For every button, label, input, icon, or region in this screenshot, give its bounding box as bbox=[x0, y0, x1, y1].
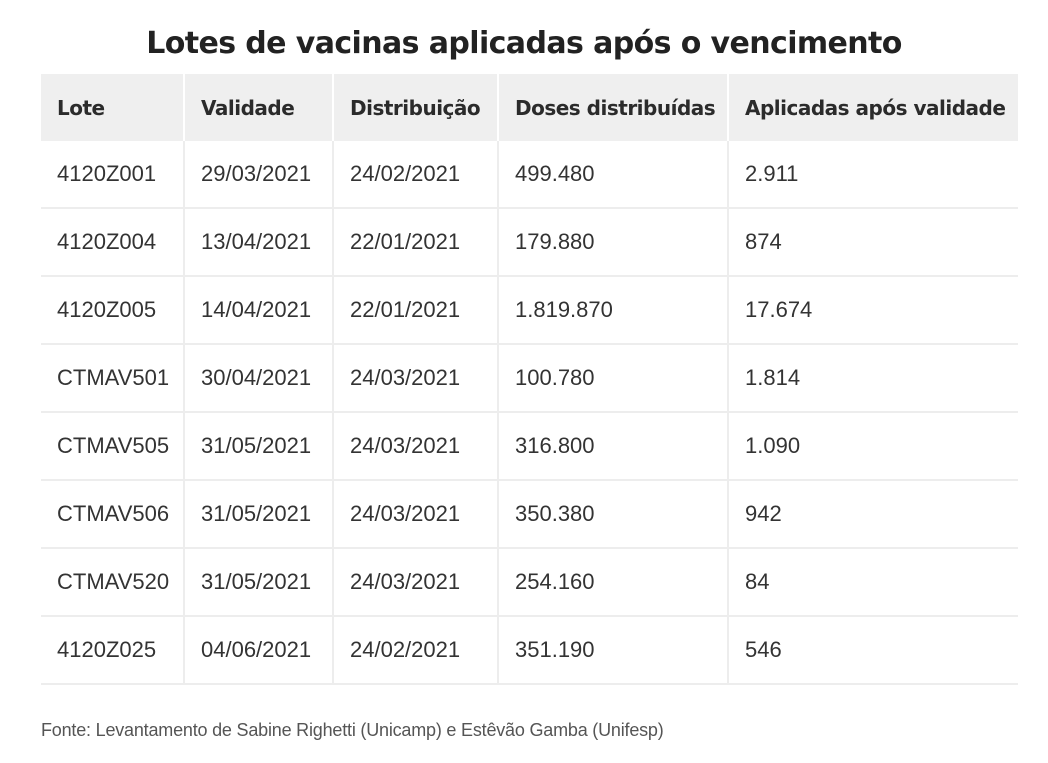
cell-lote: 4120Z004 bbox=[41, 208, 184, 276]
cell-distribuicao: 24/03/2021 bbox=[333, 344, 498, 412]
cell-doses: 350.380 bbox=[498, 480, 728, 548]
cell-lote: CTMAV505 bbox=[41, 412, 184, 480]
cell-distribuicao: 22/01/2021 bbox=[333, 276, 498, 344]
header-validade: Validade bbox=[184, 74, 333, 141]
cell-lote: CTMAV520 bbox=[41, 548, 184, 616]
table-header bbox=[41, 74, 1018, 141]
cell-aplicadas: 84 bbox=[728, 548, 1018, 616]
header-row bbox=[41, 74, 1018, 141]
cell-aplicadas: 1.814 bbox=[728, 344, 1018, 412]
cell-distribuicao: 24/02/2021 bbox=[333, 141, 498, 208]
cell-lote: 4120Z025 bbox=[41, 616, 184, 684]
cell-lote: CTMAV506 bbox=[41, 480, 184, 548]
cell-validade: 13/04/2021 bbox=[184, 208, 333, 276]
cell-validade: 29/03/2021 bbox=[184, 141, 333, 208]
cell-aplicadas: 546 bbox=[728, 616, 1018, 684]
cell-distribuicao: 24/03/2021 bbox=[333, 412, 498, 480]
cell-lote: 4120Z005 bbox=[41, 276, 184, 344]
header-doses-distribuidas: Doses distribuídas bbox=[498, 74, 728, 141]
cell-doses: 179.880 bbox=[498, 208, 728, 276]
table-row bbox=[41, 548, 1018, 616]
table-row bbox=[41, 480, 1018, 548]
cell-validade: 30/04/2021 bbox=[184, 344, 333, 412]
cell-validade: 04/06/2021 bbox=[184, 616, 333, 684]
cell-aplicadas: 874 bbox=[728, 208, 1018, 276]
header-lote: Lote bbox=[41, 74, 184, 141]
cell-validade: 14/04/2021 bbox=[184, 276, 333, 344]
cell-doses: 499.480 bbox=[498, 141, 728, 208]
cell-aplicadas: 1.090 bbox=[728, 412, 1018, 480]
cell-aplicadas: 17.674 bbox=[728, 276, 1018, 344]
header-aplicadas-apos-validade: Aplicadas após validade bbox=[728, 74, 1018, 141]
cell-distribuicao: 24/03/2021 bbox=[333, 548, 498, 616]
cell-aplicadas: 942 bbox=[728, 480, 1018, 548]
cell-validade: 31/05/2021 bbox=[184, 412, 333, 480]
cell-doses: 351.190 bbox=[498, 616, 728, 684]
vaccine-lots-table bbox=[41, 74, 1018, 685]
cell-doses: 100.780 bbox=[498, 344, 728, 412]
cell-distribuicao: 24/02/2021 bbox=[333, 616, 498, 684]
cell-aplicadas: 2.911 bbox=[728, 141, 1018, 208]
source-note: Fonte: Levantamento de Sabine Righetti (Unicamp) e Estêvão Gamba (Unifesp) bbox=[41, 720, 664, 740]
table-row bbox=[41, 616, 1018, 684]
cell-distribuicao: 22/01/2021 bbox=[333, 208, 498, 276]
table-body bbox=[41, 141, 1018, 684]
cell-lote: CTMAV501 bbox=[41, 344, 184, 412]
cell-doses: 316.800 bbox=[498, 412, 728, 480]
table-row bbox=[41, 276, 1018, 344]
header-distribuicao: Distribuição bbox=[333, 74, 498, 141]
table-title: Lotes de vacinas aplicadas após o vencimento bbox=[146, 26, 902, 61]
cell-validade: 31/05/2021 bbox=[184, 480, 333, 548]
table-row bbox=[41, 412, 1018, 480]
cell-doses: 1.819.870 bbox=[498, 276, 728, 344]
cell-validade: 31/05/2021 bbox=[184, 548, 333, 616]
cell-doses: 254.160 bbox=[498, 548, 728, 616]
cell-lote: 4120Z001 bbox=[41, 141, 184, 208]
cell-distribuicao: 24/03/2021 bbox=[333, 480, 498, 548]
table-row bbox=[41, 208, 1018, 276]
table-row bbox=[41, 141, 1018, 208]
table-row bbox=[41, 344, 1018, 412]
